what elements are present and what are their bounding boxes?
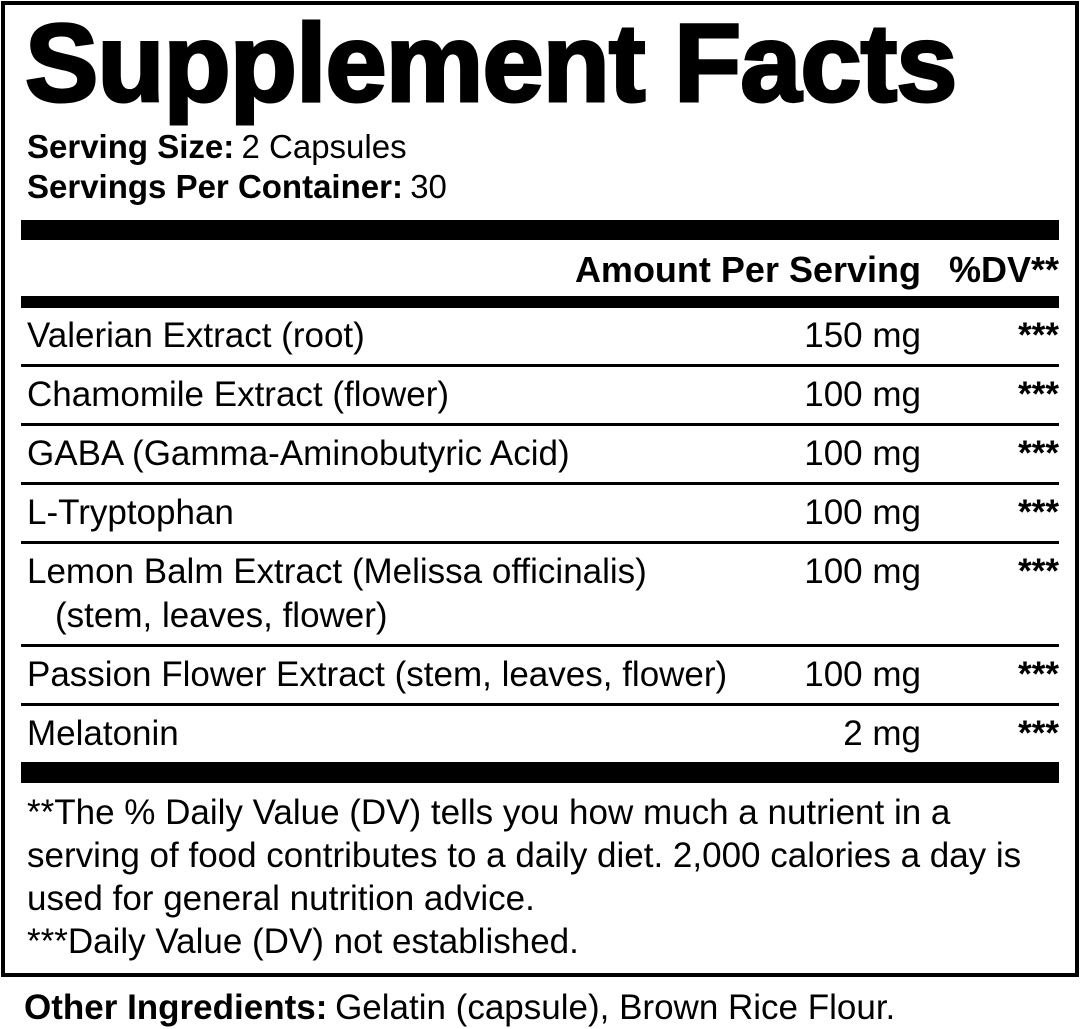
servings-per-container-label: Servings Per Container: bbox=[27, 168, 403, 205]
ingredient-name: GABA (Gamma-Aminobutyric Acid) bbox=[27, 434, 570, 473]
divider-thick-bottom bbox=[21, 762, 1059, 783]
ingredient-dv: *** bbox=[1018, 714, 1059, 753]
ingredient-amount: 100 mg bbox=[804, 493, 921, 532]
ingredient-amount: 100 mg bbox=[804, 552, 921, 591]
ingredient-amount: 100 mg bbox=[804, 434, 921, 473]
serving-size-value: 2 Capsules bbox=[241, 128, 407, 165]
ingredient-amount: 100 mg bbox=[804, 375, 921, 414]
divider-medium bbox=[21, 296, 1059, 308]
ingredient-row bbox=[21, 644, 1059, 703]
footnotes bbox=[21, 783, 1059, 967]
ingredient-name: Lemon Balm Extract (Melissa officinalis) (stem, leaves, flower) bbox=[27, 552, 647, 635]
ingredient-name: Passion Flower Extract (stem, leaves, flower) bbox=[27, 655, 728, 694]
ingredient-dv: *** bbox=[1018, 375, 1059, 414]
ingredient-row bbox=[21, 541, 1059, 644]
ingredient-dv: *** bbox=[1018, 552, 1059, 591]
ingredient-row bbox=[21, 482, 1059, 541]
footnote-not-established: ***Daily Value (DV) not established. bbox=[27, 922, 579, 961]
amount-per-serving-header: Amount Per Serving bbox=[574, 249, 921, 290]
column-header-row bbox=[21, 240, 1059, 296]
serving-info bbox=[27, 127, 1059, 207]
other-ingredients-value: Gelatin (capsule), Brown Rice Flour. bbox=[335, 988, 896, 1027]
ingredient-amount: 150 mg bbox=[804, 316, 921, 355]
serving-size-label: Serving Size: bbox=[27, 128, 235, 165]
footnote-dv-definition: **The % Daily Value (DV) tells you how much a nutrient in a serving of food contributes to a daily diet. 2,000 calories a day is used for general nutrition advice. bbox=[27, 793, 1022, 918]
dv-header: %DV** bbox=[948, 249, 1059, 290]
ingredient-row bbox=[21, 308, 1059, 364]
ingredient-dv: *** bbox=[1018, 493, 1059, 532]
ingredient-name: Valerian Extract (root) bbox=[27, 316, 365, 355]
ingredient-row bbox=[21, 423, 1059, 482]
ingredient-dv: *** bbox=[1018, 655, 1059, 694]
ingredient-table bbox=[21, 308, 1059, 762]
ingredient-name: Chamomile Extract (flower) bbox=[27, 375, 450, 414]
panel-title: Supplement Facts bbox=[25, 2, 957, 125]
divider-thick-top bbox=[21, 220, 1059, 240]
other-ingredients-line bbox=[24, 987, 1080, 1029]
ingredient-amount: 2 mg bbox=[843, 714, 921, 753]
ingredient-dv: *** bbox=[1018, 434, 1059, 473]
supplement-facts-panel bbox=[1, 1, 1079, 977]
serving-size-line bbox=[27, 127, 1059, 167]
servings-per-container-line bbox=[27, 167, 1059, 207]
ingredient-name: Melatonin bbox=[27, 714, 179, 753]
ingredient-amount: 100 mg bbox=[804, 655, 921, 694]
ingredient-dv: *** bbox=[1018, 316, 1059, 355]
ingredient-row bbox=[21, 364, 1059, 423]
servings-per-container-value: 30 bbox=[410, 168, 447, 205]
other-ingredients-label: Other Ingredients: bbox=[24, 988, 328, 1027]
ingredient-row bbox=[21, 703, 1059, 762]
ingredient-name: L-Tryptophan bbox=[27, 493, 234, 532]
